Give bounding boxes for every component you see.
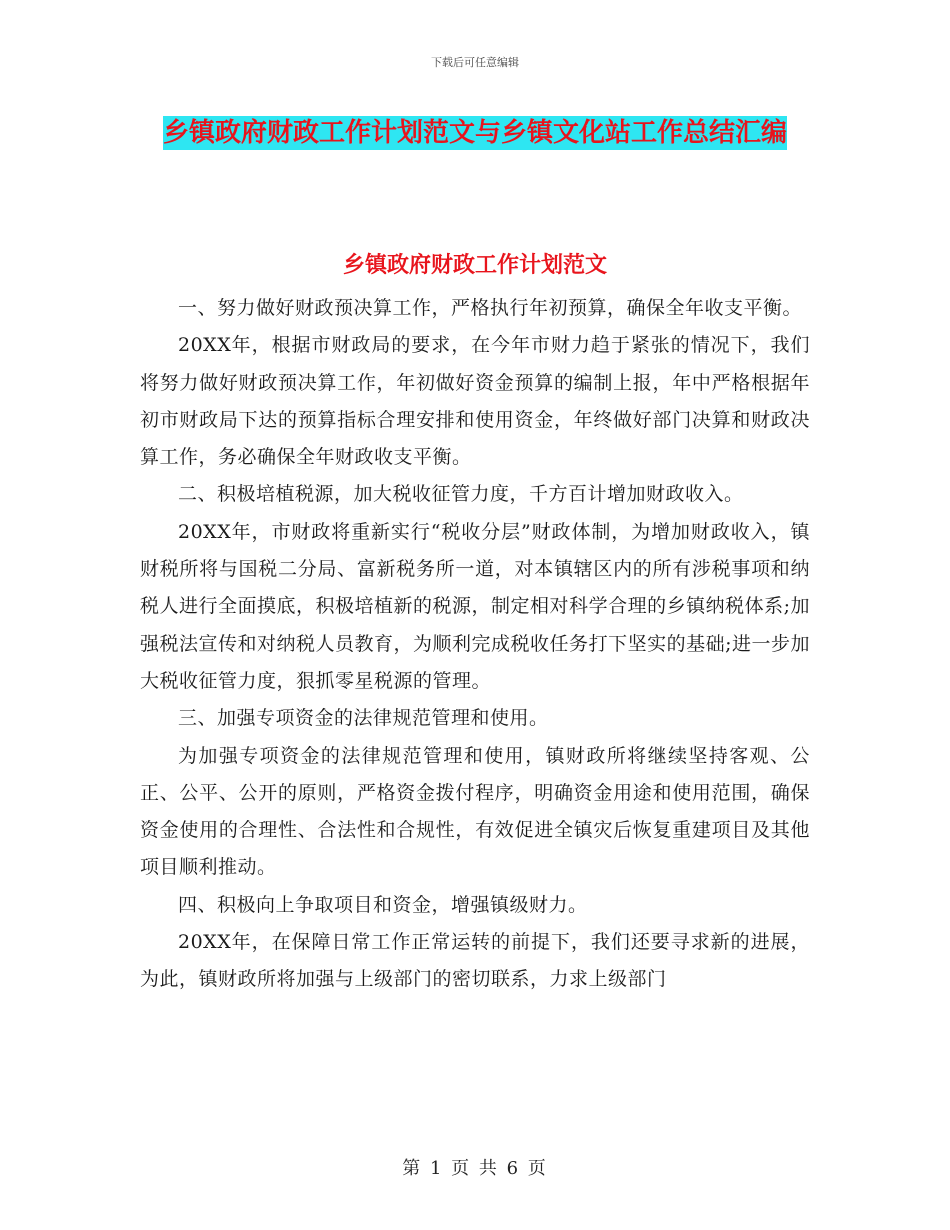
document-title-text: 乡镇政府财政工作计划范文与乡镇文化站工作总结汇编 [162, 118, 787, 148]
header-note: 下载后可任意编辑 [431, 56, 519, 69]
document-body [140, 290, 810, 999]
paragraph: 为加强专项资金的法律规范管理和使用，镇财政所将继续坚持客观、公正、公平、公开的原则，严格资金拨付程序，明确资金用途和使用范围，确保资金使用的合理性、合法性和合规性，有效促进全镇灾后恢复重建项目及其他项目顺利推动。 [140, 744, 810, 879]
page-footer: 第 1 页 共 6 页 [402, 1158, 548, 1179]
paragraph-heading-4: 四、积极向上争取项目和资金，增强镇级财力。 [178, 893, 588, 916]
section-title: 乡镇政府财政工作计划范文 [342, 253, 607, 278]
paragraph: 20XX年，根据市财政局的要求，在今年市财力趋于紧张的情况下，我们将努力做好财政预决算工作，年初做好资金预算的编制上报，年中严格根据年初市财政局下达的预算指标合理安排和使用资金，年终做好部门决算和财政决算工作，务必确保全年财政收支平衡。 [140, 334, 810, 469]
paragraph-heading-1: 一、努力做好财政预决算工作，严格执行年初预算，确保全年收支平衡。 [178, 297, 803, 319]
paragraph-heading-2: 二、积极培植税源，加大税收征管力度，千方百计增加财政收入。 [178, 483, 744, 506]
paragraph: 20XX年，市财政将重新实行“税收分层”财政体制，为增加财政收入，镇财税所将与国税二分局、富新税务所一道，对本镇辖区内的所有涉税事项和纳税人进行全面摸底，积极培植新的税源，制定相对科学合理的乡镇纳税体系;加强税法宣传和对纳税人员教育，为顺利完成税收任务打下坚实的基础;进一步加大税收征管力度，狠抓零星税源的管理。 [140, 520, 810, 692]
paragraph: 20XX年，在保障日常工作正常运转的前提下，我们还要寻求新的进展，为此，镇财政所将加强与上级部门的密切联系，力求上级部门 [140, 931, 810, 991]
paragraph-heading-3: 三、加强专项资金的法律规范管理和使用。 [178, 707, 549, 730]
document-title [140, 110, 810, 156]
